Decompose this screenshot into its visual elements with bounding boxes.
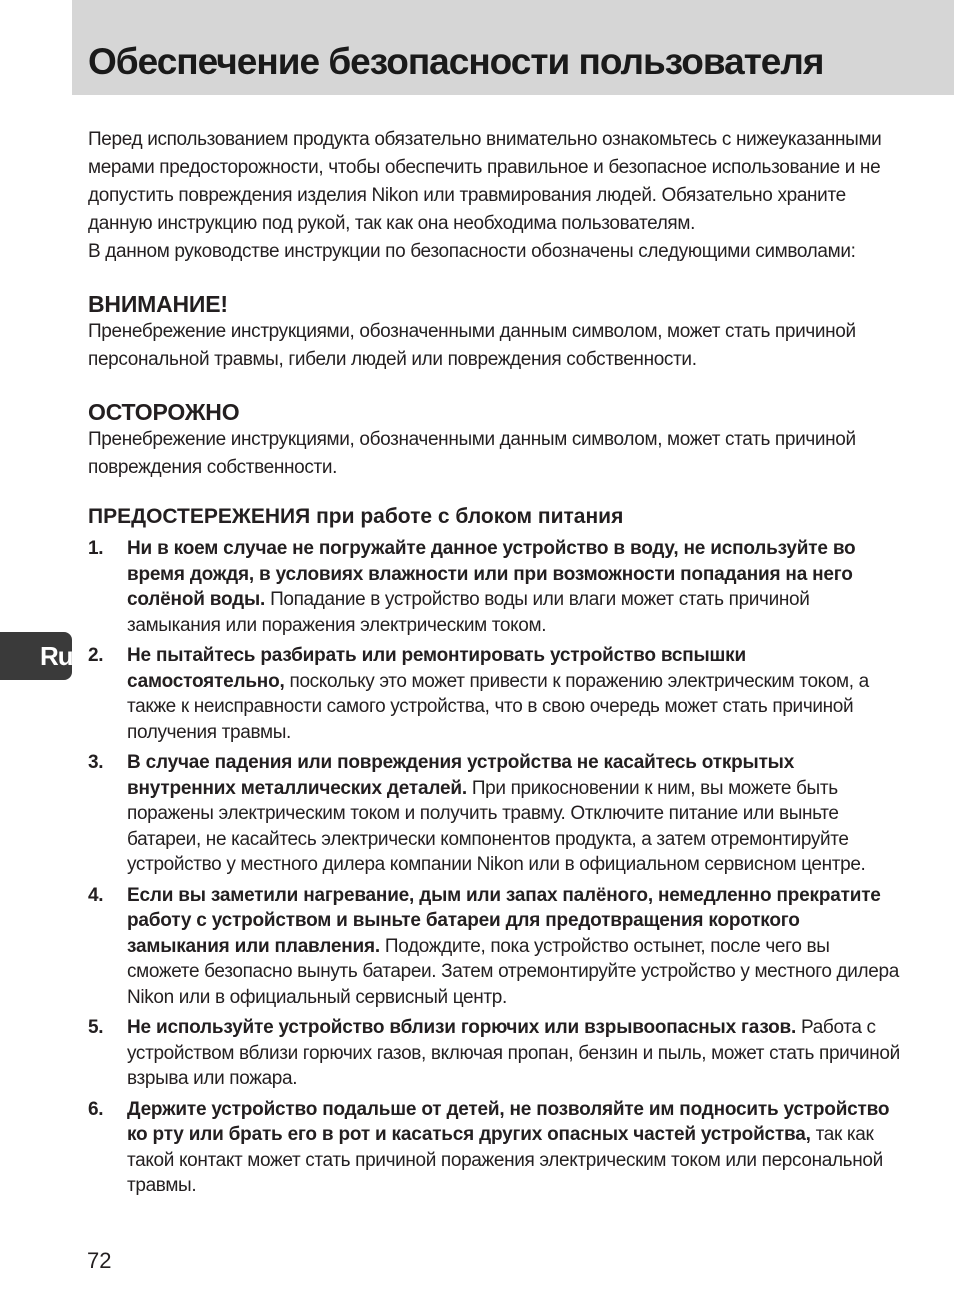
language-tab xyxy=(0,632,72,680)
caution-heading: ОСТОРОЖНО xyxy=(88,399,240,425)
list-item-bold: Не используйте устройство вблизи горючих или взрывоопасных газов. xyxy=(127,1017,797,1038)
page-title: Обеспечение безопасности пользователя xyxy=(88,41,824,82)
list-item-text: При прикосновении к ним, вы можете быть поражены электрическим током и получить травму. Отключите питание или выньте батареи, не касайтесь электрически компонентов продукта, а затем отремонтируйте устройство у местного дилера компании Nikon или в официальном сервисном центре. xyxy=(127,777,866,875)
power-warnings-heading-rest: при работе с блоком питания xyxy=(310,505,624,528)
main-content xyxy=(88,126,900,1204)
list-item xyxy=(88,536,900,638)
language-tab-label: Ru xyxy=(40,641,73,671)
list-item-bold: Держите устройство подальше от детей, не позволяйте им подносить устройство ко рту или брать его в рот и касаться других опасных частей устройства, xyxy=(127,1098,890,1145)
caution-description: Пренебрежение инструкциями, обозначенными данным символом, может стать причиной повреждения собственности. xyxy=(88,429,856,478)
power-warnings-heading-caps: ПРЕДОСТЕРЕЖЕНИЯ xyxy=(88,505,311,528)
list-item-bold: Если вы заметили нагревание, дым или запах палёного, немедленно прекратите работу с устройством и выньте батареи для предотвращения короткого замыкания или плавления. xyxy=(127,884,881,957)
list-item-number: 2. xyxy=(88,645,104,666)
list-item-text: Попадание в устройство воды или влаги может стать причиной замыкания или поражения электрическим током. xyxy=(127,589,810,636)
list-item xyxy=(88,883,900,1011)
list-item xyxy=(88,750,900,878)
list-item-number: 1. xyxy=(88,538,104,559)
list-item-number: 5. xyxy=(88,1017,104,1038)
list-item-text: поскольку это может привести к поражению электрическим током, а также к неисправности самого устройства, что в свою очередь может стать причиной получения травмы. xyxy=(127,670,869,743)
list-item-number: 6. xyxy=(88,1098,104,1120)
warning-description: Пренебрежение инструкциями, обозначенными данным символом, может стать причиной персональной травмы, гибели людей или повреждения собственности. xyxy=(88,321,856,370)
intro-paragraph: Перед использованием продукта обязательно внимательно ознакомьтесь с нижеуказанными мерами предосторожности, чтобы обеспечить правильное и безопасное использование и не допустить повреждения изделия Nikon или травмирования людей. Обязательно храните данную инструкцию под рукой, так как она необходима пользователям. xyxy=(88,129,882,234)
list-item-text: Работа с устройством вблизи горючих газов, включая пропан, бензин и пыль, может стать причиной взрыва или пожара. xyxy=(127,1017,900,1089)
list-item xyxy=(88,1097,900,1199)
list-item-text: так как такой контакт может стать причиной поражения электрическим током или персональной травмы. xyxy=(127,1124,883,1196)
list-item-bold: Не пытайтесь разбирать или ремонтировать устройство вспышки самостоятельно, xyxy=(127,645,746,692)
intro-paragraph-symbols: В данном руководстве инструкции по безопасности обозначены следующими символами: xyxy=(88,241,856,262)
power-warnings-heading xyxy=(88,504,900,530)
warning-heading: ВНИМАНИЕ! xyxy=(88,291,228,317)
title-bar xyxy=(72,0,954,95)
list-item-number: 3. xyxy=(88,752,104,773)
list-item-text: Подождите, пока устройство остынет, после чего вы сможете безопасно вынуть батареи. Затем отремонтируйте устройство у местного дилера Nikon или в официальный сервисный центр. xyxy=(127,935,899,1008)
list-item xyxy=(88,643,900,745)
list-item-bold: В случае падения или повреждения устройства не касайтесь открытых внутренних металлических деталей. xyxy=(127,752,795,799)
page-number: 72 xyxy=(87,1248,112,1273)
list-item-number: 4. xyxy=(88,884,104,906)
list-item xyxy=(88,1015,900,1092)
warnings-list xyxy=(88,536,900,1199)
list-item-bold: Ни в коем случае не погружайте данное устройство в воду, не используйте во время дождя, в условиях влажности или при возможности попадания на него солёной воды. xyxy=(127,538,856,610)
